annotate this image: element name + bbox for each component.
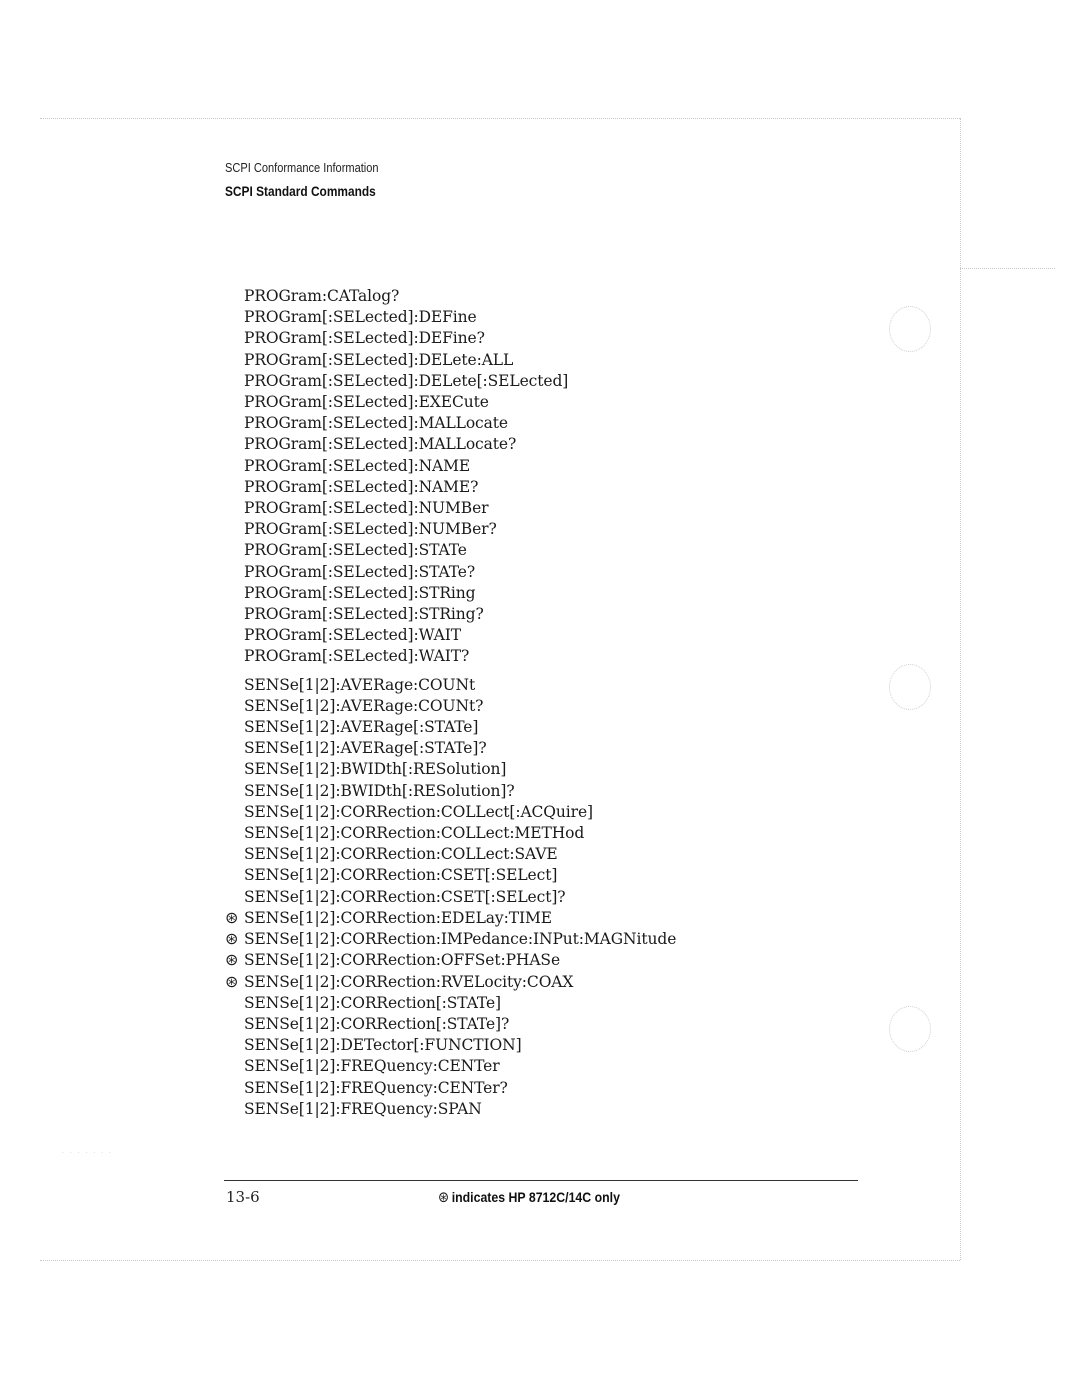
command-line (244, 717, 676, 738)
command-text: PROGram[:SELected]:MALLocate (244, 414, 508, 433)
command-text: SENSe[1|2]:AVERage:COUNt (244, 675, 476, 694)
command-text: PROGram[:SELected]:MALLocate? (244, 435, 517, 454)
command-text: PROGram:CATalog? (244, 287, 400, 305)
hp-8712c-14c-only-icon: ⊛ (225, 907, 239, 927)
section-title: SCPI Conformance Information (225, 160, 379, 175)
command-text: SENSe[1|2]:CORRection:CSET[:SELect]? (244, 887, 566, 906)
command-line (244, 456, 676, 477)
command-line (244, 413, 676, 434)
command-text: SENSe[1|2]:DETector[:FUNCTION] (244, 1036, 522, 1055)
command-line (244, 1035, 676, 1056)
command-text: PROGram[:SELected]:NUMBer? (244, 520, 497, 539)
command-line (244, 583, 676, 604)
command-line (244, 498, 676, 519)
page-title: SCPI Standard Commands (225, 183, 376, 199)
command-text: SENSe[1|2]:AVERage:COUNt? (244, 696, 484, 715)
command-line (244, 1056, 676, 1077)
page-header (225, 160, 406, 199)
command-line (244, 1078, 676, 1099)
command-line (244, 696, 676, 717)
command-text: SENSe[1|2]:FREQuency:CENTer (244, 1057, 500, 1076)
command-text: SENSe[1|2]:AVERage[:STATe]? (244, 739, 487, 758)
command-text: PROGram[:SELected]:EXECute (244, 393, 489, 412)
command-text: PROGram[:SELected]:NAME? (244, 477, 479, 496)
hp-8712c-14c-only-icon: ⊛ (225, 929, 239, 949)
binder-hole-top (889, 306, 931, 352)
command-line (244, 604, 676, 625)
command-text: SENSe[1|2]:CORRection[:STATe]? (244, 1014, 510, 1033)
command-line (244, 434, 676, 455)
command-line (244, 993, 676, 1014)
command-line (244, 286, 676, 307)
hp-8712c-14c-only-icon: ⊛ (225, 950, 239, 970)
command-group-program (244, 286, 676, 668)
command-text: SENSe[1|2]:BWIDth[:RESolution] (244, 760, 507, 779)
command-line (244, 738, 676, 759)
command-line (225, 950, 676, 971)
command-line (244, 781, 676, 802)
command-text: PROGram[:SELected]:STATe? (244, 562, 476, 581)
crop-line-bottom (40, 1260, 960, 1261)
command-line (244, 646, 676, 667)
command-text: SENSe[1|2]:FREQuency:SPAN (244, 1099, 482, 1118)
command-group-sense (225, 675, 677, 1120)
command-text: PROGram[:SELected]:DELete:ALL (244, 350, 514, 369)
command-text: SENSe[1|2]:CORRection:IMPedance:INPut:MAGNitude (244, 930, 677, 949)
binder-hole-middle (889, 664, 931, 710)
command-line (244, 1014, 676, 1035)
command-line (244, 865, 676, 886)
command-text: PROGram[:SELected]:NUMBer (244, 499, 489, 518)
command-text: PROGram[:SELected]:WAIT? (244, 647, 470, 666)
binder-hole-bottom (889, 1006, 931, 1052)
command-line (244, 392, 676, 413)
command-text: SENSe[1|2]:CORRection:COLLect[:ACQuire] (244, 802, 593, 821)
command-line (244, 477, 676, 498)
footer-rule (224, 1180, 858, 1181)
crop-line-right (960, 118, 961, 1260)
hp-8712c-14c-only-icon: ⊛ (438, 1188, 450, 1206)
command-text: PROGram[:SELected]:DEFine? (244, 329, 485, 348)
command-text: SENSe[1|2]:CORRection:CSET[:SELect] (244, 866, 558, 885)
command-line (244, 759, 676, 780)
command-line (244, 887, 676, 908)
command-text: SENSe[1|2]:CORRection:COLLect:METHod (244, 824, 585, 843)
command-text: SENSe[1|2]:CORRection:OFFSet:PHASe (244, 951, 561, 970)
command-text: SENSe[1|2]:FREQuency:CENTer? (244, 1078, 508, 1097)
crop-line-tab (960, 268, 1055, 269)
command-text: PROGram[:SELected]:STRing? (244, 605, 484, 624)
command-text: PROGram[:SELected]:STATe (244, 541, 467, 560)
command-line (244, 844, 676, 865)
command-text: SENSe[1|2]:CORRection:RVELocity:COAX (244, 972, 574, 991)
command-line (244, 307, 676, 328)
command-text: SENSe[1|2]:CORRection[:STATe] (244, 993, 501, 1012)
scan-artifact: · · · · · · · (62, 1150, 113, 1157)
command-text: PROGram[:SELected]:STRing (244, 583, 476, 602)
command-text: SENSe[1|2]:BWIDth[:RESolution]? (244, 781, 515, 800)
command-text: PROGram[:SELected]:DEFine (244, 308, 477, 327)
command-line (225, 908, 676, 929)
footer-legend-text: indicates HP 8712C/14C only (451, 1189, 620, 1205)
command-text: PROGram[:SELected]:DELete[:SELected] (244, 371, 569, 390)
command-line (244, 540, 676, 561)
command-line (244, 328, 676, 349)
page-number: 13-6 (226, 1188, 260, 1206)
command-text: PROGram[:SELected]:NAME (244, 456, 471, 475)
command-text: SENSe[1|2]:CORRection:EDELay:TIME (244, 908, 552, 927)
command-text: SENSe[1|2]:CORRection:COLLect:SAVE (244, 845, 558, 864)
command-line (244, 802, 676, 823)
command-line (225, 929, 676, 950)
command-line (244, 350, 676, 371)
footer-legend (438, 1188, 620, 1206)
command-line (244, 1099, 676, 1120)
command-list (225, 286, 677, 1127)
command-text: PROGram[:SELected]:WAIT (244, 626, 461, 645)
crop-line-top (40, 118, 960, 119)
command-line (225, 972, 676, 993)
command-line (244, 519, 676, 540)
command-line (244, 562, 676, 583)
command-line (244, 371, 676, 392)
command-line (244, 625, 676, 646)
command-line (244, 823, 676, 844)
hp-8712c-14c-only-icon: ⊛ (225, 971, 239, 991)
command-text: SENSe[1|2]:AVERage[:STATe] (244, 718, 479, 737)
command-line (244, 675, 676, 696)
